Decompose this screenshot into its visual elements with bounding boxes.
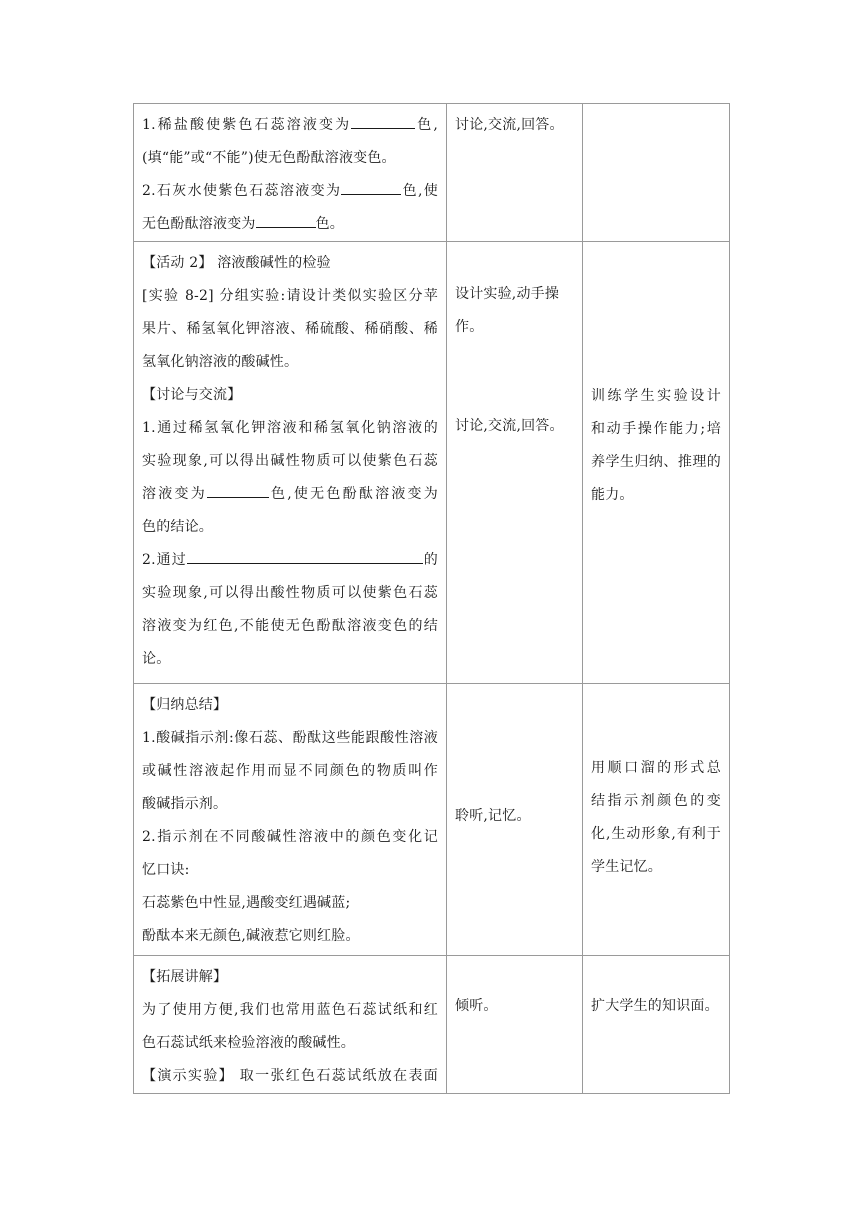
question-text: 色,使无色酚酞溶液变为	[268, 486, 438, 502]
student-activity-cell	[447, 684, 583, 956]
summary-text: 2.指示剂在不同酸碱性溶液中的颜色变化记	[142, 829, 438, 845]
extension-text: 为了使用方便,我们也常用蓝色石蕊试纸和红	[142, 1002, 438, 1018]
design-intent-cell	[583, 104, 730, 242]
question-text: 论。	[142, 651, 171, 667]
question-text: 实验现象,可以得出碱性物质可以使紫色石蕊	[142, 453, 438, 469]
demo-experiment-text: 【演示实验】 取一张红色石蕊试纸放在表面	[142, 1068, 438, 1084]
student-activity-text: 聆听,记忆。	[455, 808, 531, 824]
question-text: 色,使	[401, 183, 438, 199]
table-row	[134, 104, 730, 242]
summary-heading: 【归纳总结】	[142, 697, 228, 713]
fill-blank	[256, 213, 316, 228]
student-activity-cell	[447, 956, 583, 1094]
question-text: 2.石灰水使紫色石蕊溶液变为	[142, 183, 342, 199]
summary-text: 或碱性溶液起作用而显不同颜色的物质叫作	[142, 763, 438, 779]
question-text: 2.通过	[142, 552, 187, 568]
design-intent-text: 扩大学生的知识面。	[591, 998, 719, 1014]
design-intent-text: 化,生动形象,有利于	[591, 826, 721, 842]
student-activity-cell	[447, 104, 583, 242]
experiment-text: [实验 8-2] 分组实验:请设计类似实验区分苹	[142, 288, 438, 304]
teaching-content-cell	[134, 104, 447, 242]
fill-blank	[341, 180, 401, 195]
teaching-content-cell	[134, 684, 447, 956]
student-activity-text: 讨论,交流,回答。	[455, 418, 564, 434]
experiment-text: 果片、稀氢氧化钾溶液、稀硫酸、稀硝酸、稀	[142, 321, 438, 337]
summary-text: 忆口诀:	[142, 862, 190, 878]
design-intent-text: 训练学生实验设计	[591, 388, 721, 404]
design-intent-text: 能力。	[591, 487, 634, 503]
question-text: 实验现象,可以得出酸性物质可以使紫色石蕊	[142, 585, 438, 601]
table-row	[134, 242, 730, 684]
design-intent-text: 用顺口溜的形式总	[591, 760, 721, 776]
student-activity-text: 讨论,交流,回答。	[455, 117, 564, 133]
summary-text: 1.酸碱指示剂:像石蕊、酚酞这些能跟酸性溶液	[142, 730, 438, 746]
design-intent-cell	[583, 684, 730, 956]
question-text: (填“能”或“不能”)使无色酚酞溶液变色。	[142, 150, 396, 166]
design-intent-cell	[583, 242, 730, 684]
question-text: 色。	[315, 216, 345, 232]
table-row	[134, 956, 730, 1094]
extension-heading: 【拓展讲解】	[142, 969, 228, 985]
question-text: 色的结论。	[142, 519, 213, 535]
design-intent-cell	[583, 956, 730, 1094]
discussion-heading: 【讨论与交流】	[142, 387, 242, 403]
student-activity-text: 倾听。	[455, 998, 498, 1014]
question-text: 溶液变为	[142, 486, 207, 502]
question-text: 1.稀盐酸使紫色石蕊溶液变为	[142, 117, 352, 133]
fill-blank	[187, 549, 423, 564]
question-text: 的	[422, 552, 438, 568]
design-intent-text: 养学生归纳、推理的	[591, 454, 721, 470]
mnemonic-text: 酚酞本来无颜色,碱液惹它则红脸。	[142, 928, 360, 944]
fill-blank	[207, 483, 269, 498]
fill-blank	[351, 114, 415, 129]
lesson-plan-table	[133, 103, 730, 1094]
student-activity-text: 设计实验,动手操	[455, 286, 560, 302]
question-text: 溶液变为红色,不能使无色酚酞溶液变色的结	[142, 618, 438, 634]
question-text: 1.通过稀氢氧化钾溶液和稀氢氧化钠溶液的	[142, 420, 438, 436]
student-activity-text: 作。	[455, 319, 484, 335]
design-intent-text: 学生记忆。	[591, 859, 662, 875]
design-intent-text: 和动手操作能力;培	[591, 421, 721, 437]
question-text: 无色酚酞溶液变为	[142, 216, 256, 232]
table-row	[134, 684, 730, 956]
student-activity-cell	[447, 242, 583, 684]
extension-text: 色石蕊试纸来检验溶液的酸碱性。	[142, 1035, 355, 1051]
question-text: 色,	[415, 117, 438, 133]
teaching-content-cell	[134, 242, 447, 684]
teaching-content-cell	[134, 956, 447, 1094]
experiment-text: 氢氧化钠溶液的酸碱性。	[142, 354, 299, 370]
summary-text: 酸碱指示剂。	[142, 796, 228, 812]
design-intent-text: 结指示剂颜色的变	[591, 793, 721, 809]
activity-heading: 【活动 2】 溶液酸碱性的检验	[142, 255, 331, 271]
mnemonic-text: 石蕊紫色中性显,遇酸变红遇碱蓝;	[142, 895, 351, 911]
